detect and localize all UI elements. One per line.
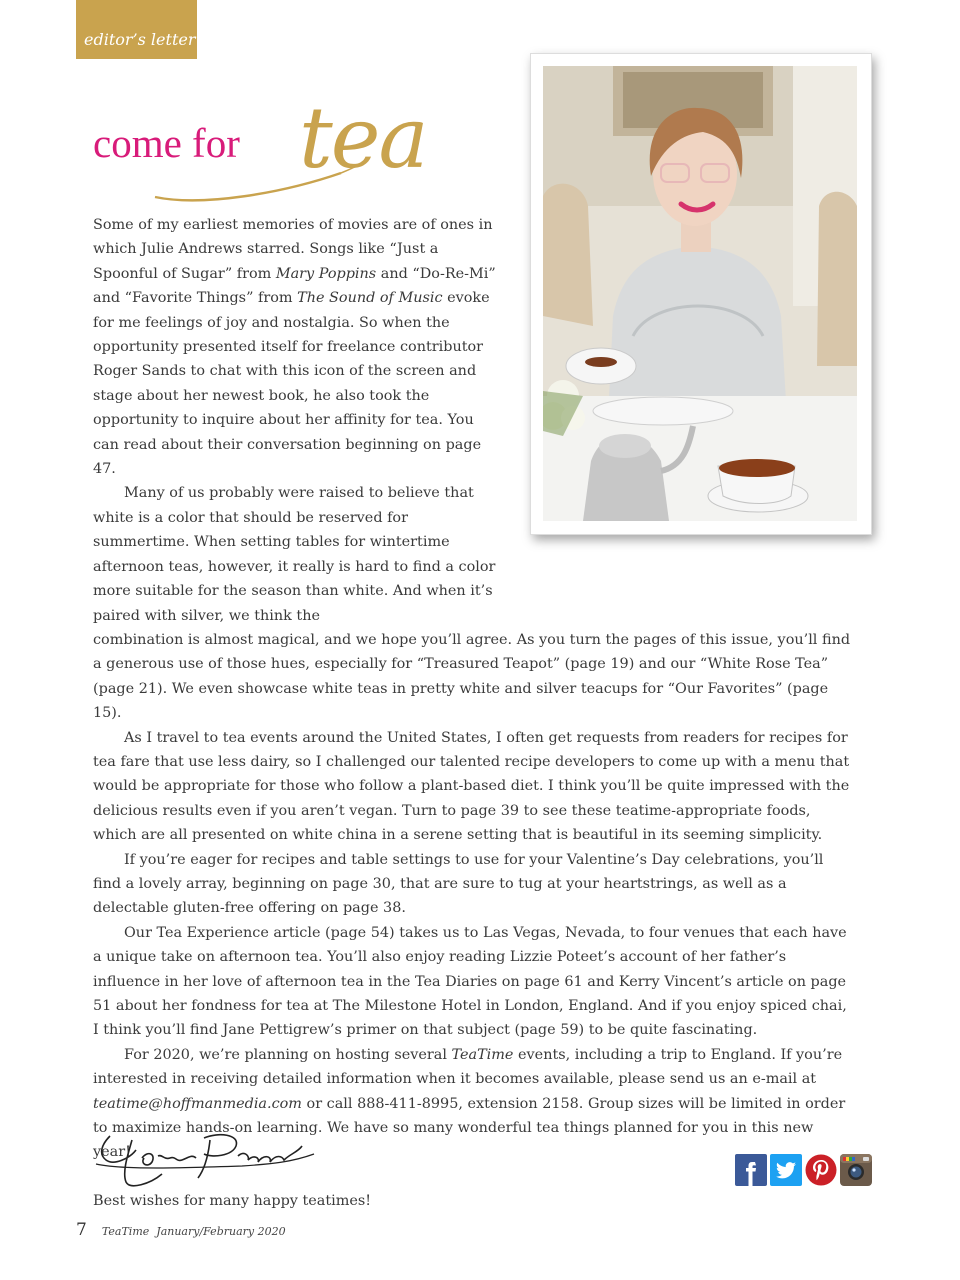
- paragraph-6: For 2020, we’re planning on hosting several TeaTime events, including a trip to England. If you’re interested in receiving detailed information when it becomes available, please send us an e-mail at teatime@hoffmanmedia.com or call 888-411-8995, extension 2158. Group sizes will be limited in order to maximize hands-on learning. We have so many wonderful tea things planned for you in this new year!: [93, 1046, 846, 1161]
- page-footer: [76, 1220, 286, 1240]
- facebook-icon[interactable]: [735, 1154, 767, 1186]
- paragraph-2a: Many of us probably were raised to believe that white is a color that should be reserved for summertime. When setting tables for wintertime afternoon teas, however, it really is hard to find a color more suitable for the season than white. And when it’s paired with silver, we think the: [93, 485, 496, 624]
- section-tab-label: editor’s letter: [84, 30, 196, 49]
- paragraph-1: Some of my earliest memories of movies are of ones in which Julie Andrews starred. Songs like “Just a Spoonful of Sugar” from Mary Poppins and “Do-Re-Mi” and “Favorite Things” from The Sound of Music evoke for me feelings of joy and nostalgia. So when the opportunity presented itself for freelance contributor Roger Sands to chat with this icon of the screen and stage about her newest book, he also took the opportunity to inquire about her affinity for tea. You can read about their conversation beginning on page 47.: [93, 217, 496, 478]
- paragraph-4: If you’re eager for recipes and table settings to use for your Valentine’s Day celebrations, you’ll find a lovely array, beginning on page 30, that are sure to tug at your heartstrings, as well as a delectable gluten-free offering on page 38.: [93, 851, 824, 917]
- page-title: [93, 89, 553, 210]
- paragraph-2b: combination is almost magical, and we hope you’ll agree. As you turn the pages of this issue, you’ll find a generous use of those hues, especially for “Treasured Teapot” (page 19) and our “White Rose Tea” (page 21). We even showcase white teas in pretty white and silver teacups for “Our Favorites” (page 15).: [93, 631, 851, 722]
- email-link[interactable]: teatime@hoffmanmedia.com: [93, 1095, 302, 1112]
- title-come-for: come for: [93, 120, 240, 166]
- instagram-icon[interactable]: [840, 1154, 872, 1186]
- title-tea: tea: [299, 89, 427, 187]
- pinterest-icon[interactable]: [805, 1154, 837, 1186]
- letter-body: [93, 213, 853, 1214]
- paragraph-3: As I travel to tea events around the United States, I often get requests from readers for recipes for tea fare that use less dairy, so I challenged our talented recipe developers to come up with a menu that would be appropriate for those who follow a plant-based diet. I think you’ll be quite impressed with the delicious results even if you aren’t vegan. Turn to page 39 to see these teatime-appropriate foods, which are all presented on white china in a serene setting that is beautiful in its seeming simplicity.: [93, 729, 850, 844]
- signature: [92, 1124, 322, 1200]
- footer-magazine: TeaTime January/February 2020: [101, 1225, 286, 1238]
- page-number: 7: [76, 1220, 87, 1240]
- section-tab: [76, 0, 197, 59]
- closing-line: Best wishes for many happy teatimes!: [93, 1193, 372, 1210]
- signature-image: [92, 1124, 322, 1196]
- twitter-icon[interactable]: [770, 1154, 802, 1186]
- paragraph-5: Our Tea Experience article (page 54) takes us to Las Vegas, Nevada, to four venues that each have a unique take on afternoon tea. You’ll also enjoy reading Lizzie Poteet’s account of her father’s influence in her love of afternoon tea in the Tea Diaries on page 61 and Kerry Vincent’s article on page 51 about her fondness for tea at The Milestone Hotel in London, England. And if you enjoy spiced chai, I think you’ll find Jane Pettigrew’s primer on that subject (page 59) to be quite fascinating.: [93, 924, 847, 1039]
- title-swash: [93, 95, 553, 210]
